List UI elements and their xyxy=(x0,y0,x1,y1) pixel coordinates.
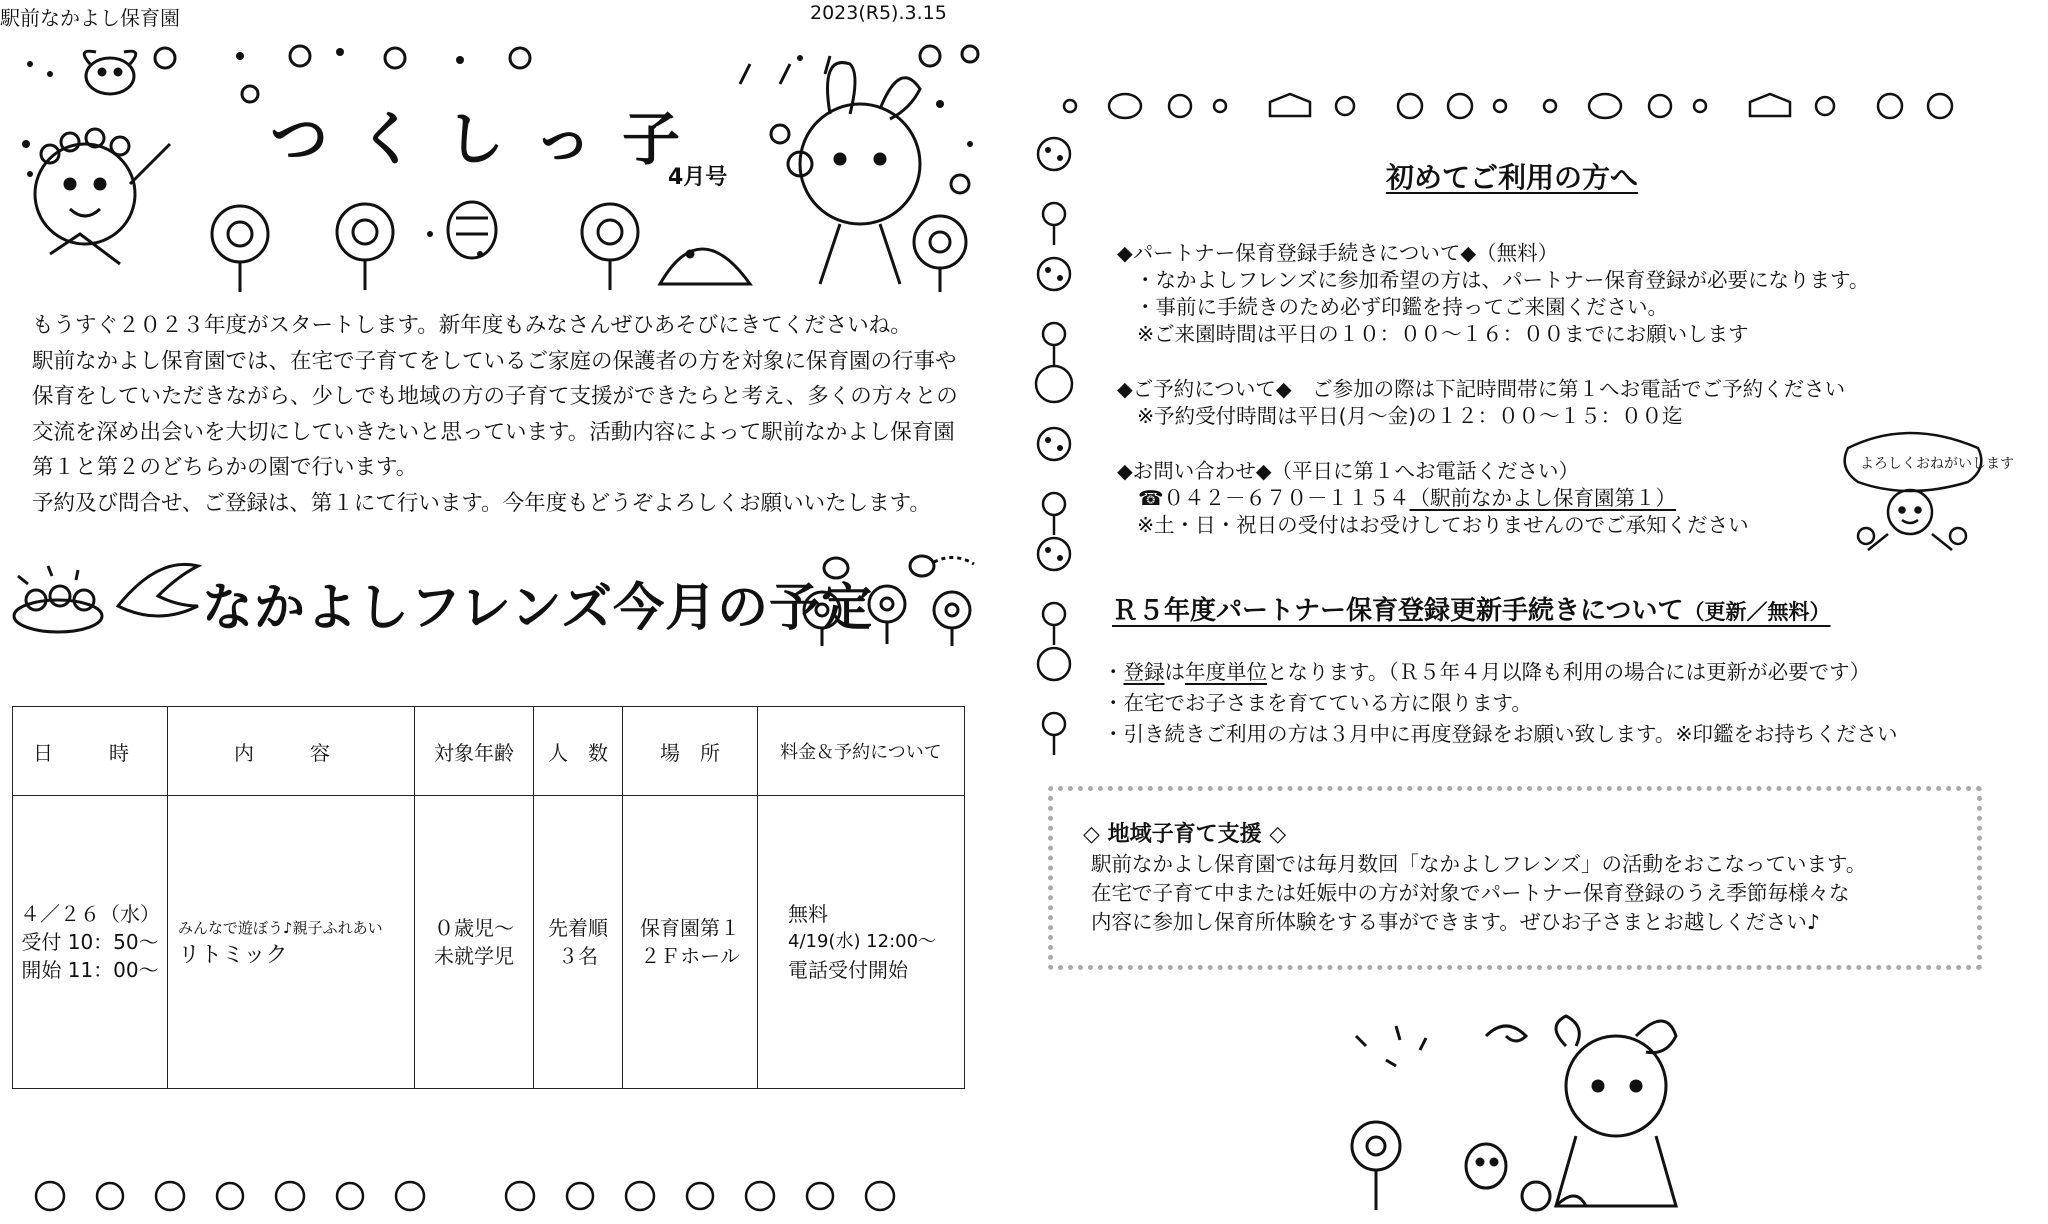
renewal-item xyxy=(1103,655,1870,685)
issue-date: 2023(R5).3.15 xyxy=(810,2,947,24)
inquiry-note: ※土・日・祝日の受付はお受けしておりませんのでご承知ください xyxy=(1137,513,1749,537)
fee-text: 無料 xyxy=(788,902,828,926)
renewal-item: ・引き続きご利用の方は３月中に再度登録をお願い致します。※印鑑をお持ちください xyxy=(1103,722,1898,746)
intro-text xyxy=(32,308,982,521)
cell-age xyxy=(415,796,534,1089)
greeting-girl-illustration xyxy=(1838,428,2014,556)
renewal-item: ・在宅でお子さまを育てている方に限ります。 xyxy=(1103,691,1532,715)
col-header-date: 日 時 xyxy=(13,707,168,796)
phone-number[interactable]: ０４２－６７０－１１５４ xyxy=(1163,486,1410,510)
place-building: 保育園第１ xyxy=(640,916,740,940)
greeting-bubble-text: よろしくおねがいします xyxy=(1860,456,2014,472)
col-header-age: 対象年齢 xyxy=(415,707,534,796)
intro-line: 駅前なかよし保育園では、在宅で子育てをしているご家庭の保護者の方を対象に保育園の行事や xyxy=(32,348,957,374)
booking-start-datetime: 4/19(水) 12:00～ xyxy=(788,931,937,952)
schedule-table xyxy=(12,706,965,1089)
table-row xyxy=(13,796,965,1089)
intro-line: 保育をしていただきながら、少しでも地域の方の子育て支援ができたらと考え、多くの方々との xyxy=(32,384,958,409)
reservation-hours-note: ※予約受付時間は平日(月～金)の１２：００～１５：００迄 xyxy=(1137,404,1683,428)
col-header-place: 場 所 xyxy=(623,707,758,796)
flowers-bees-illustration xyxy=(792,548,982,648)
support-title: ◇ 地域子育て支援 ◇ xyxy=(1083,822,1287,847)
intro-line: 予約及び問合せ、ご登録は、第１にて行います。今年度もどうぞよろしくお願いいたします。 xyxy=(32,490,931,516)
cell-content xyxy=(168,796,415,1089)
schedule-heading: なかよしフレンズ今月の予定 xyxy=(202,579,874,638)
reservation-heading: ◆ご予約について◆ ご参加の際は下記時間帯に第１へお電話でご予約ください xyxy=(1117,377,1846,401)
inquiry-heading: ◆お問い合わせ◆（平日に第１へお電話ください） xyxy=(1117,459,1580,483)
reception-time: 受付 10：50～ xyxy=(21,930,159,954)
bird-nest-illustration xyxy=(8,556,204,640)
issue-month: 4月号 xyxy=(668,165,728,190)
booking-method: 電話受付開始 xyxy=(788,958,908,982)
start-time: 開始 11：00～ xyxy=(21,958,159,982)
partner-heading: ◆パートナー保育登録手続きについて◆（無料） xyxy=(1117,241,1559,265)
support-line: 内容に参加し保育所体験をする事ができます。ぜひお子さまとお越しください♪ xyxy=(1091,910,1820,934)
capacity-rule: 先着順 xyxy=(548,916,608,940)
bullet: ・ xyxy=(1103,660,1124,684)
support-line: 駅前なかよし保育園では毎月数回「なかよしフレンズ」の活動をおこなっています。 xyxy=(1091,852,1867,876)
animal-border xyxy=(1050,86,1980,126)
place-room: ２Ｆホール xyxy=(640,944,740,968)
col-header-capacity: 人 数 xyxy=(534,707,623,796)
phone-icon: ☎ xyxy=(1138,486,1164,510)
renewal-title xyxy=(1112,590,1830,627)
phone-place: （駅前なかよし保育園第１） xyxy=(1409,486,1677,510)
capacity-count: ３名 xyxy=(558,944,598,968)
cell-capacity xyxy=(534,796,623,1089)
cell-place xyxy=(623,796,758,1089)
support-line: 在宅で子育て中または妊娠中の方が対象でパートナー保育登録のうえ季節毎様々な xyxy=(1091,881,1850,905)
age-to: 未就学児 xyxy=(434,944,514,968)
community-support-box xyxy=(1048,786,1982,970)
date-text: ４／２６（水） xyxy=(20,902,160,926)
content-subtitle: みんなで遊ぼう♪親子ふれあい xyxy=(178,919,383,937)
renewal-title-main: Ｒ５年度パートナー保育登録更新手続きについて xyxy=(1112,596,1684,626)
renewal-item-rest: となります。（Ｒ５年４月以降も利用の場合には更新が必要です） xyxy=(1267,660,1871,684)
cell-fee xyxy=(758,796,965,1089)
newsletter-title: つくしっ子 xyxy=(270,105,711,173)
cell-date xyxy=(13,796,168,1089)
renewal-title-suffix: （更新／無料） xyxy=(1683,600,1831,624)
phone-line xyxy=(1138,481,1676,511)
content-title: リトミック xyxy=(178,943,288,968)
flower-chick-border xyxy=(30,1170,910,1222)
col-header-content: 内 容 xyxy=(168,707,415,796)
bunny-caterpillar-illustration xyxy=(1336,1016,1696,1220)
intro-line: もうすぐ２０２３年度がスタートします。新年度もみなさんぜひあそびにきてくださいね。 xyxy=(32,313,912,338)
col-header-fee: 料金＆予約について xyxy=(758,707,965,796)
ladybug-flower-column xyxy=(1030,124,1078,764)
first-time-title: 初めてご利用の方へ xyxy=(1386,161,1639,194)
intro-line: 第１と第２のどちらかの園で行います。 xyxy=(32,455,418,480)
intro-line: 交流を深め出会いを大切にしていきたいと思っています。活動内容によって駅前なかよし保育園 xyxy=(32,419,955,445)
fiscal-year-unit: 年度単位 xyxy=(1185,660,1267,684)
partner-item: ・なかよしフレンズに参加希望の方は、パートナー保育登録が必要になります。 xyxy=(1135,268,1870,292)
visit-hours-note: ※ご来園時間は平日の１０：００～１６：００までにお願いします xyxy=(1137,322,1749,346)
age-from: ０歳児～ xyxy=(434,916,514,940)
particle: は xyxy=(1164,660,1185,684)
table-header-row xyxy=(13,707,965,796)
nursery-name: 駅前なかよし保育園 xyxy=(0,6,180,30)
partner-item: ・事前に手続きのため必ず印鑑を持ってご来園ください。 xyxy=(1135,295,1668,319)
registration-word: 登録 xyxy=(1123,660,1165,684)
